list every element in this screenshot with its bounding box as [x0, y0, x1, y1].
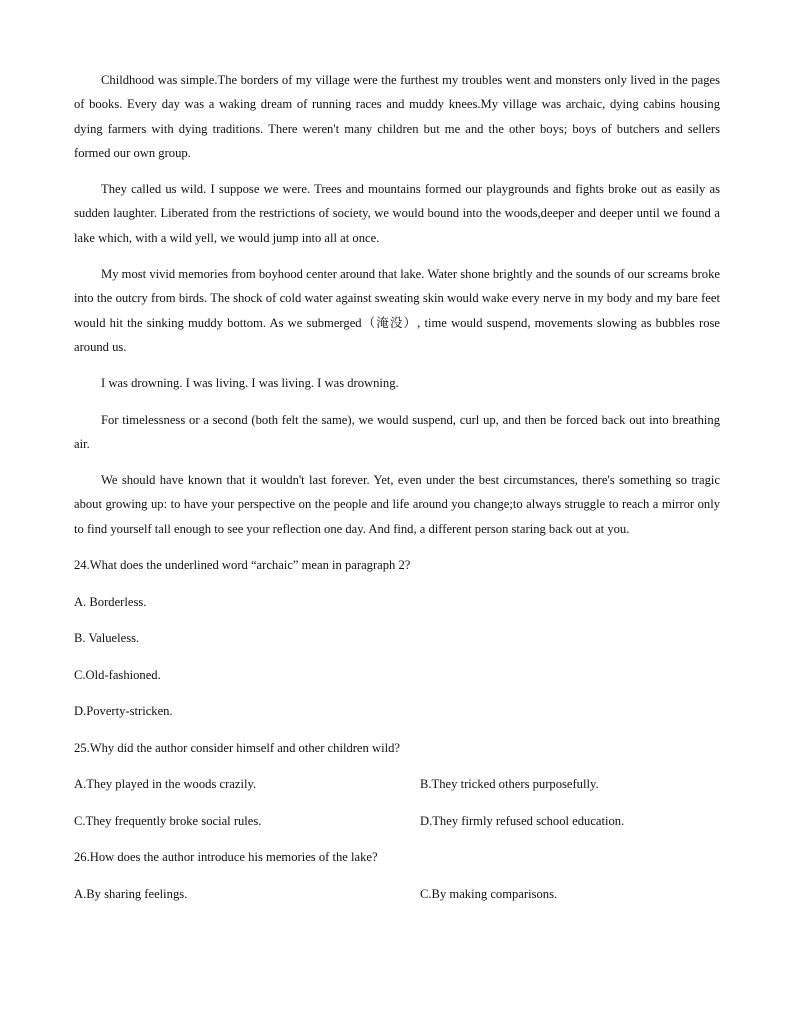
q25-option-c: C.They frequently broke social rules. [74, 813, 262, 828]
question-26: 26.How does the author introduce his memories of the lake? [74, 850, 378, 865]
q25-option-b: B.They tricked others purposefully. [420, 777, 599, 792]
passage-paragraph-4: I was drowning. I was living. I was living. I was drowning. [101, 376, 399, 391]
passage-paragraph-2: They called us wild. I suppose we were. Trees and mountains formed our playgrounds and fights broke out as easily as sudden laughter. Liberated from the restrictions of society, we would bound into the woods,deeper and deeper until we found a lake which, with a wild yell, we would jump into all at once. [74, 182, 720, 245]
q25-option-d: D.They firmly refused school education. [420, 813, 625, 828]
q25-options-row-1 [74, 772, 720, 809]
passage-paragraph-3: My most vivid memories from boyhood center around that lake. Water shone brightly and the sounds of our screams broke into the outcry from birds. The shock of cold water against sweating skin would wake every nerve in my body and my bare feet would hit the sinking muddy bottom. As we submerged（淹没）, time would suspend, movements slowing as bubbles rose around us. [74, 267, 720, 354]
passage-paragraph-6: We should have known that it wouldn't last forever. Yet, even under the best circumstances, there's something so tragic about growing up: to have your perspective on the people and life around you change;to always struggle to reach a mirror only to find yourself tall enough to see your reflection one day. And find, a different person staring back out at you. [74, 473, 720, 536]
q26-options-row-1 [74, 882, 720, 919]
q25-option-a: A.They played in the woods crazily. [74, 777, 257, 792]
q24-option-d: D.Poverty-stricken. [74, 704, 173, 719]
q24-option-c: C.Old-fashioned. [74, 667, 161, 682]
q25-options-row-2 [74, 809, 720, 846]
question-24: 24.What does the underlined word “archaic” mean in paragraph 2? [74, 558, 411, 573]
q24-option-a: A. Borderless. [74, 594, 147, 609]
passage-paragraph-5: For timelessness or a second (both felt the same), we would suspend, curl up, and then be forced back out into breathing air. [74, 412, 720, 451]
q24-option-b: B. Valueless. [74, 631, 140, 646]
question-25: 25.Why did the author consider himself and other children wild? [74, 740, 400, 755]
document-page [74, 68, 720, 918]
passage-paragraph-1: Childhood was simple.The borders of my village were the furthest my troubles went and monsters only lived in the pages of books. Every day was a waking dream of running races and muddy knees.My village was archaic, dying cabins housing dying farmers with dying traditions. There weren't many children but me and the other boys; boys of butchers and sellers formed our own group. [74, 73, 720, 160]
q26-option-c: C.By making comparisons. [420, 886, 558, 901]
q26-option-a: A.By sharing feelings. [74, 886, 188, 901]
